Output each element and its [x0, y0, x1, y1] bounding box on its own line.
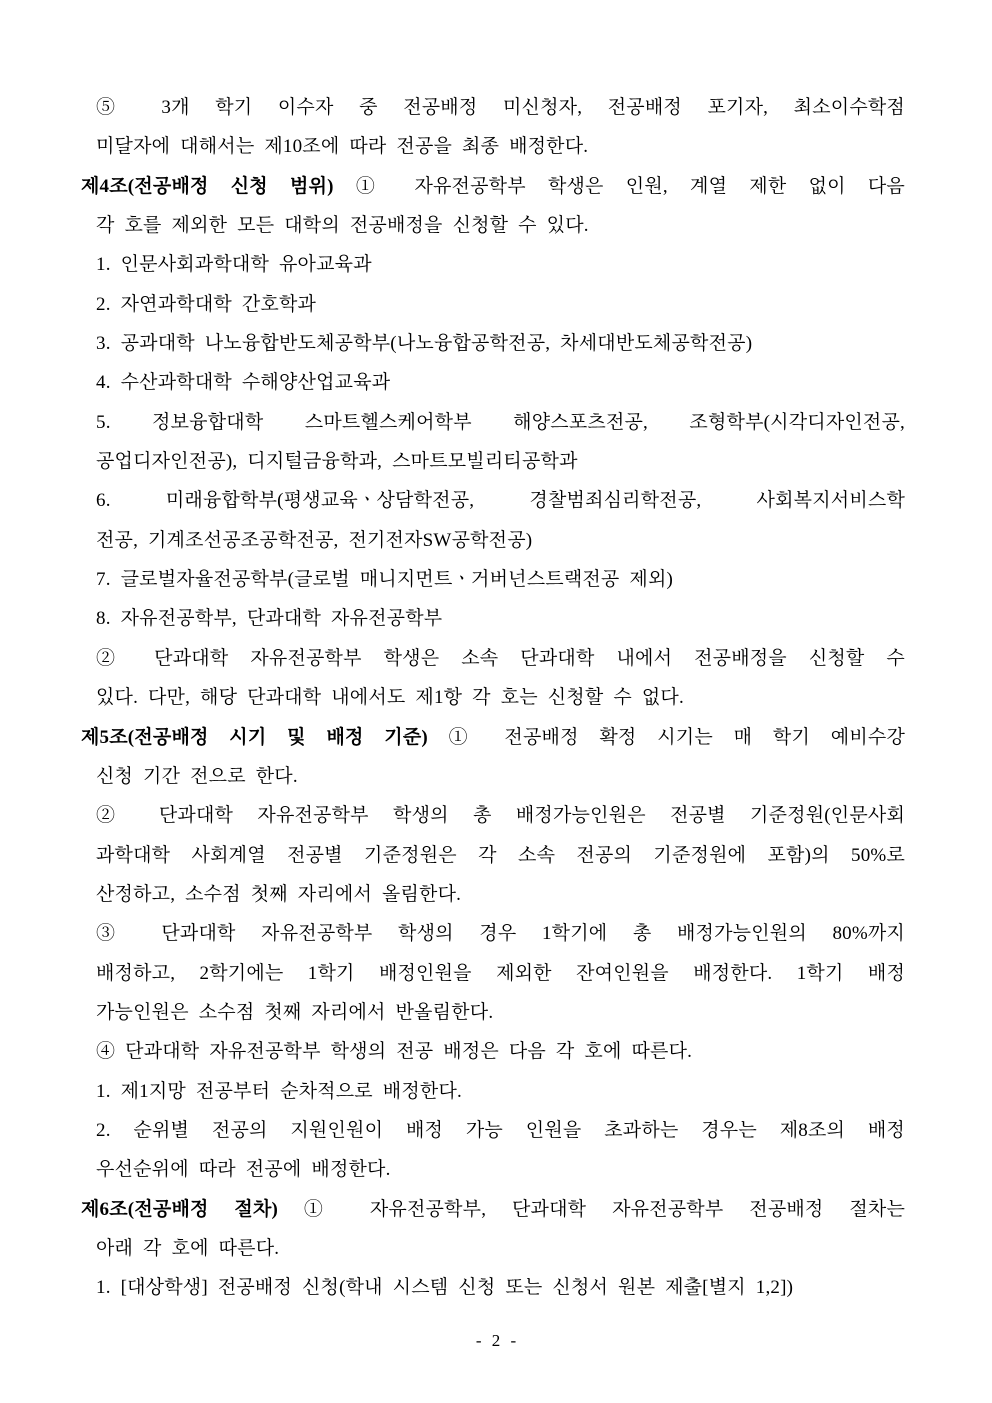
document-line — [81, 1032, 905, 1071]
line-text: 1. 인문사회과학대학 유아교육과 — [96, 254, 372, 276]
line-text: 각 호를 제외한 모든 대학의 전공배정을 신청할 수 있다. — [96, 215, 589, 237]
document-line — [81, 403, 905, 442]
document-line — [81, 285, 905, 324]
document-line — [81, 836, 905, 875]
document-line — [81, 245, 905, 284]
document-line — [81, 481, 905, 520]
line-text: 우선순위에 따라 전공에 배정한다. — [96, 1159, 391, 1181]
line-text: 1. 제1지망 전공부터 순차적으로 배정한다. — [96, 1080, 462, 1102]
document-line — [81, 796, 905, 835]
line-text: ⑤ 3개 학기 이수자 중 전공배정 미신청자, 전공배정 포기자, 최소이수학점 — [96, 97, 905, 118]
document-line — [81, 1229, 905, 1268]
line-text: ② 단과대학 자유전공학부 학생의 총 배정가능인원은 전공별 기준정원(인문사회 — [96, 805, 905, 827]
line-text: 4. 수산과학대학 수해양산업교육과 — [96, 372, 391, 394]
line-text: 산정하고, 소수점 첫째 자리에서 올림한다. — [96, 883, 462, 905]
line-text: 신청 기간 전으로 한다. — [96, 765, 298, 787]
document-line — [81, 1072, 905, 1111]
document-line — [81, 1111, 905, 1150]
document-line — [81, 127, 905, 166]
line-text: 있다. 다만, 해당 단과대학 내에서도 제1항 각 호는 신청할 수 없다. — [96, 687, 684, 709]
line-text: 2. 순위별 전공의 지원인원이 배정 가능 인원을 초과하는 경우는 제8조의 배정 — [96, 1119, 905, 1141]
document-line — [81, 363, 905, 402]
document-line — [81, 324, 905, 363]
line-text: 과학대학 사회계열 전공별 기준정원은 각 소속 전공의 기준정원에 포함)의 50%로 — [96, 844, 905, 866]
line-text: 2. 자연과학대학 간호학과 — [96, 293, 317, 315]
line-text: ③ 단과대학 자유전공학부 학생의 경우 1학기에 총 배정가능인원의 80%까지 — [96, 923, 905, 945]
article-title: 제6조(전공배정 절차) — [81, 1198, 279, 1220]
line-text: ① 자유전공학부, 단과대학 자유전공학부 전공배정 절차는 — [278, 1198, 905, 1220]
document-line — [81, 88, 905, 127]
document-line — [81, 757, 905, 796]
page-number: - 2 - — [475, 1331, 517, 1350]
line-text: 6. 미래융합학부(평생교육ㆍ상담학전공, 경찰범죄심리학전공, 사회복지서비스학 — [96, 490, 905, 512]
document-line — [81, 599, 905, 638]
document-body — [81, 88, 905, 1308]
line-text: 5. 정보융합대학 스마트헬스케어학부 해양스포츠전공, 조형학부(시각디자인전공, — [96, 411, 905, 433]
line-text: 1. [대상학생] 전공배정 신청(학내 시스템 신청 또는 신청서 원본 제출[별지 1,2]) — [96, 1277, 794, 1299]
line-text: 배정하고, 2학기에는 1학기 배정인원을 제외한 잔여인원을 배정한다. 1학기 배정 — [96, 962, 905, 984]
document-line — [81, 1150, 905, 1189]
article-heading-line — [81, 1190, 905, 1229]
line-text: 공업디자인전공), 디지털금융학과, 스마트모빌리티공학과 — [96, 451, 578, 473]
line-text: 미달자에 대해서는 제10조에 따라 전공을 최종 배정한다. — [96, 136, 589, 158]
document-line — [81, 560, 905, 599]
line-text: ② 단과대학 자유전공학부 학생은 소속 단과대학 내에서 전공배정을 신청할 수 — [96, 647, 905, 669]
document-line — [81, 639, 905, 678]
line-text: ④ 단과대학 자유전공학부 학생의 전공 배정은 다음 각 호에 따른다. — [96, 1041, 693, 1063]
article-heading-line — [81, 718, 905, 757]
document-line — [81, 678, 905, 717]
line-text: 7. 글로벌자율전공학부(글로벌 매니지먼트ㆍ거버넌스트랙전공 제외) — [96, 569, 674, 591]
document-line — [81, 442, 905, 481]
line-text: 가능인원은 소수점 첫째 자리에서 반올림한다. — [96, 1001, 494, 1023]
line-text: ① 자유전공학부 학생은 인원, 계열 제한 없이 다음 — [333, 175, 905, 197]
document-line — [81, 993, 905, 1032]
line-text: 3. 공과대학 나노융합반도체공학부(나노융합공학전공, 차세대반도체공학전공) — [96, 333, 753, 355]
article-heading-line — [81, 167, 905, 206]
line-text: 아래 각 호에 따른다. — [96, 1237, 280, 1259]
line-text: ① 전공배정 확정 시기는 매 학기 예비수강 — [427, 726, 905, 748]
document-line — [81, 206, 905, 245]
line-text: 전공, 기계조선공조공학전공, 전기전자SW공학전공) — [96, 529, 533, 551]
article-title: 제4조(전공배정 신청 범위) — [81, 175, 334, 197]
document-line — [81, 1268, 905, 1307]
document-line — [81, 875, 905, 914]
line-text: 8. 자유전공학부, 단과대학 자유전공학부 — [96, 608, 443, 630]
document-line — [81, 914, 905, 953]
document-line — [81, 521, 905, 560]
article-title: 제5조(전공배정 시기 및 배정 기준) — [81, 726, 428, 748]
document-line — [81, 954, 905, 993]
